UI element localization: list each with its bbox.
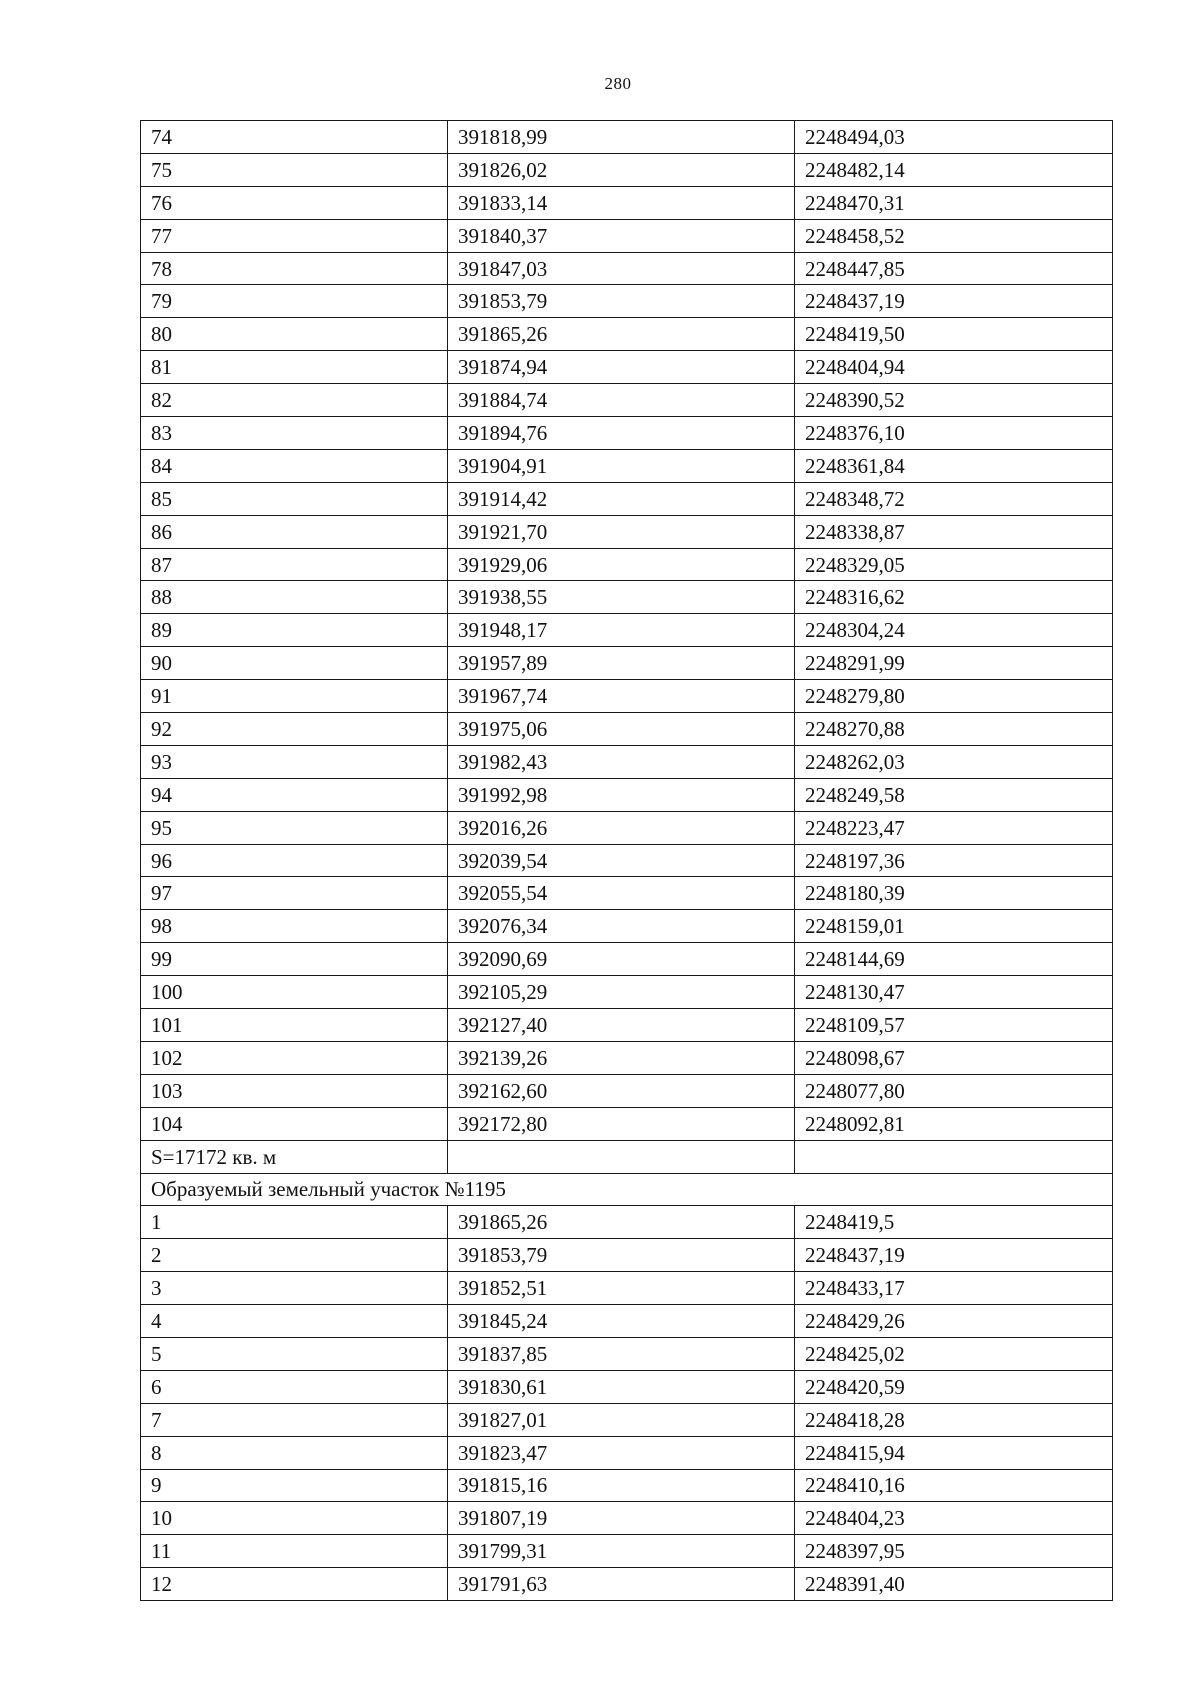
point-number-cell: 104 bbox=[141, 1107, 448, 1140]
x-coordinate-cell: 391884,74 bbox=[448, 384, 795, 417]
point-number-cell: 74 bbox=[141, 121, 448, 154]
table-row bbox=[141, 449, 1113, 482]
point-number-cell: 79 bbox=[141, 285, 448, 318]
point-number-cell: 9 bbox=[141, 1469, 448, 1502]
y-coordinate-cell: 2248223,47 bbox=[795, 811, 1113, 844]
table-row bbox=[141, 1041, 1113, 1074]
point-number-cell: 102 bbox=[141, 1041, 448, 1074]
table-row bbox=[141, 976, 1113, 1009]
y-coordinate-cell: 2248470,31 bbox=[795, 186, 1113, 219]
x-coordinate-cell: 391894,76 bbox=[448, 417, 795, 450]
table-row bbox=[141, 1535, 1113, 1568]
table-row bbox=[141, 121, 1113, 154]
y-coordinate-cell: 2248329,05 bbox=[795, 548, 1113, 581]
x-coordinate-cell: 392172,80 bbox=[448, 1107, 795, 1140]
table-row bbox=[141, 1370, 1113, 1403]
point-number-cell: 86 bbox=[141, 515, 448, 548]
page-number: 280 bbox=[604, 74, 632, 93]
y-coordinate-cell: 2248410,16 bbox=[795, 1469, 1113, 1502]
point-number-cell: 80 bbox=[141, 318, 448, 351]
x-coordinate-cell: 392090,69 bbox=[448, 943, 795, 976]
table-row bbox=[141, 482, 1113, 515]
y-coordinate-cell: 2248279,80 bbox=[795, 680, 1113, 713]
x-coordinate-cell: 392055,54 bbox=[448, 877, 795, 910]
point-number-cell: 96 bbox=[141, 844, 448, 877]
table-row bbox=[141, 811, 1113, 844]
y-coordinate-cell: 2248180,39 bbox=[795, 877, 1113, 910]
table-row bbox=[141, 153, 1113, 186]
point-number-cell: 100 bbox=[141, 976, 448, 1009]
x-coordinate-cell: 391823,47 bbox=[448, 1436, 795, 1469]
table-row bbox=[141, 1272, 1113, 1305]
point-number-cell: 1 bbox=[141, 1206, 448, 1239]
y-coordinate-cell: 2248390,52 bbox=[795, 384, 1113, 417]
y-coordinate-cell: 2248415,94 bbox=[795, 1436, 1113, 1469]
y-coordinate-cell: 2248437,19 bbox=[795, 1239, 1113, 1272]
x-coordinate-cell: 391799,31 bbox=[448, 1535, 795, 1568]
y-coordinate-cell: 2248092,81 bbox=[795, 1107, 1113, 1140]
x-coordinate-cell: 392016,26 bbox=[448, 811, 795, 844]
y-coordinate-cell: 2248433,17 bbox=[795, 1272, 1113, 1305]
point-number-cell: 75 bbox=[141, 153, 448, 186]
table-row bbox=[141, 1403, 1113, 1436]
x-coordinate-cell: 391830,61 bbox=[448, 1370, 795, 1403]
x-coordinate-cell: 391815,16 bbox=[448, 1469, 795, 1502]
table-row bbox=[141, 745, 1113, 778]
x-coordinate-cell: 391791,63 bbox=[448, 1568, 795, 1601]
x-coordinate-cell: 391914,42 bbox=[448, 482, 795, 515]
y-coordinate-cell: 2248109,57 bbox=[795, 1009, 1113, 1042]
x-coordinate-cell: 391852,51 bbox=[448, 1272, 795, 1305]
table-row bbox=[141, 1337, 1113, 1370]
point-number-cell: 92 bbox=[141, 713, 448, 746]
point-number-cell: 85 bbox=[141, 482, 448, 515]
point-number-cell: 10 bbox=[141, 1502, 448, 1535]
point-number-cell: 87 bbox=[141, 548, 448, 581]
x-coordinate-cell: 391921,70 bbox=[448, 515, 795, 548]
point-number-cell: 81 bbox=[141, 351, 448, 384]
y-coordinate-cell: 2248494,03 bbox=[795, 121, 1113, 154]
x-coordinate-cell: 392076,34 bbox=[448, 910, 795, 943]
y-coordinate-cell: 2248291,99 bbox=[795, 647, 1113, 680]
y-coordinate-cell: 2248419,5 bbox=[795, 1206, 1113, 1239]
x-coordinate-cell: 391818,99 bbox=[448, 121, 795, 154]
y-coordinate-cell: 2248397,95 bbox=[795, 1535, 1113, 1568]
point-number-cell: 89 bbox=[141, 614, 448, 647]
table-row bbox=[141, 1206, 1113, 1239]
x-coordinate-cell: 391948,17 bbox=[448, 614, 795, 647]
x-coordinate-cell: 391982,43 bbox=[448, 745, 795, 778]
x-coordinate-cell: 392039,54 bbox=[448, 844, 795, 877]
point-number-cell: 2 bbox=[141, 1239, 448, 1272]
y-coordinate-cell: 2248429,26 bbox=[795, 1305, 1113, 1338]
point-number-cell: 7 bbox=[141, 1403, 448, 1436]
x-coordinate-cell: 391847,03 bbox=[448, 252, 795, 285]
table-row bbox=[141, 713, 1113, 746]
x-coordinate-cell: 391845,24 bbox=[448, 1305, 795, 1338]
y-coordinate-cell bbox=[795, 1140, 1113, 1173]
y-coordinate-cell: 2248270,88 bbox=[795, 713, 1113, 746]
point-number-cell: 90 bbox=[141, 647, 448, 680]
section-title: Образуемый земельный участок №1195 bbox=[141, 1173, 1113, 1206]
table-row bbox=[141, 680, 1113, 713]
point-number-cell: 84 bbox=[141, 449, 448, 482]
table-row bbox=[141, 417, 1113, 450]
point-number-cell: 91 bbox=[141, 680, 448, 713]
y-coordinate-cell: 2248159,01 bbox=[795, 910, 1113, 943]
y-coordinate-cell: 2248391,40 bbox=[795, 1568, 1113, 1601]
table-row bbox=[141, 581, 1113, 614]
point-number-cell: S=17172 кв. м bbox=[141, 1140, 448, 1173]
x-coordinate-cell: 391833,14 bbox=[448, 186, 795, 219]
y-coordinate-cell: 2248425,02 bbox=[795, 1337, 1113, 1370]
point-number-cell: 82 bbox=[141, 384, 448, 417]
point-number-cell: 93 bbox=[141, 745, 448, 778]
y-coordinate-cell: 2248304,24 bbox=[795, 614, 1113, 647]
point-number-cell: 4 bbox=[141, 1305, 448, 1338]
point-number-cell: 95 bbox=[141, 811, 448, 844]
x-coordinate-cell: 391957,89 bbox=[448, 647, 795, 680]
table-row bbox=[141, 548, 1113, 581]
y-coordinate-cell: 2248437,19 bbox=[795, 285, 1113, 318]
table-row bbox=[141, 1074, 1113, 1107]
y-coordinate-cell: 2248404,23 bbox=[795, 1502, 1113, 1535]
x-coordinate-cell: 391827,01 bbox=[448, 1403, 795, 1436]
y-coordinate-cell: 2248144,69 bbox=[795, 943, 1113, 976]
table-row bbox=[141, 910, 1113, 943]
table-row bbox=[141, 647, 1113, 680]
x-coordinate-cell: 391992,98 bbox=[448, 778, 795, 811]
y-coordinate-cell: 2248262,03 bbox=[795, 745, 1113, 778]
point-number-cell: 8 bbox=[141, 1436, 448, 1469]
table-row bbox=[141, 1239, 1113, 1272]
section-title-row bbox=[141, 1173, 1113, 1206]
y-coordinate-cell: 2248338,87 bbox=[795, 515, 1113, 548]
table-row bbox=[141, 1469, 1113, 1502]
x-coordinate-cell: 391938,55 bbox=[448, 581, 795, 614]
y-coordinate-cell: 2248348,72 bbox=[795, 482, 1113, 515]
y-coordinate-cell: 2248098,67 bbox=[795, 1041, 1113, 1074]
point-number-cell: 77 bbox=[141, 219, 448, 252]
x-coordinate-cell: 391853,79 bbox=[448, 1239, 795, 1272]
table-row bbox=[141, 778, 1113, 811]
x-coordinate-cell: 392127,40 bbox=[448, 1009, 795, 1042]
x-coordinate-cell: 391929,06 bbox=[448, 548, 795, 581]
point-number-cell: 12 bbox=[141, 1568, 448, 1601]
table-row bbox=[141, 318, 1113, 351]
x-coordinate-cell: 391865,26 bbox=[448, 1206, 795, 1239]
table-row bbox=[141, 943, 1113, 976]
point-number-cell: 78 bbox=[141, 252, 448, 285]
y-coordinate-cell: 2248458,52 bbox=[795, 219, 1113, 252]
table-row bbox=[141, 384, 1113, 417]
table-row bbox=[141, 285, 1113, 318]
x-coordinate-cell: 391837,85 bbox=[448, 1337, 795, 1370]
coordinates-table-body bbox=[141, 121, 1113, 1601]
point-number-cell: 101 bbox=[141, 1009, 448, 1042]
point-number-cell: 83 bbox=[141, 417, 448, 450]
table-row bbox=[141, 351, 1113, 384]
point-number-cell: 76 bbox=[141, 186, 448, 219]
y-coordinate-cell: 2248376,10 bbox=[795, 417, 1113, 450]
table-row bbox=[141, 515, 1113, 548]
x-coordinate-cell: 391874,94 bbox=[448, 351, 795, 384]
area-row bbox=[141, 1140, 1113, 1173]
table-row bbox=[141, 1436, 1113, 1469]
x-coordinate-cell: 391807,19 bbox=[448, 1502, 795, 1535]
table-row bbox=[141, 877, 1113, 910]
point-number-cell: 99 bbox=[141, 943, 448, 976]
x-coordinate-cell: 392139,26 bbox=[448, 1041, 795, 1074]
point-number-cell: 11 bbox=[141, 1535, 448, 1568]
table-row bbox=[141, 1502, 1113, 1535]
table-row bbox=[141, 614, 1113, 647]
x-coordinate-cell: 391975,06 bbox=[448, 713, 795, 746]
x-coordinate-cell: 391865,26 bbox=[448, 318, 795, 351]
y-coordinate-cell: 2248316,62 bbox=[795, 581, 1113, 614]
table-row bbox=[141, 1009, 1113, 1042]
table-row bbox=[141, 1107, 1113, 1140]
point-number-cell: 97 bbox=[141, 877, 448, 910]
point-number-cell: 88 bbox=[141, 581, 448, 614]
y-coordinate-cell: 2248197,36 bbox=[795, 844, 1113, 877]
y-coordinate-cell: 2248249,58 bbox=[795, 778, 1113, 811]
x-coordinate-cell: 391967,74 bbox=[448, 680, 795, 713]
table-row bbox=[141, 186, 1113, 219]
table-row bbox=[141, 1305, 1113, 1338]
point-number-cell: 6 bbox=[141, 1370, 448, 1403]
y-coordinate-cell: 2248077,80 bbox=[795, 1074, 1113, 1107]
y-coordinate-cell: 2248420,59 bbox=[795, 1370, 1113, 1403]
point-number-cell: 103 bbox=[141, 1074, 448, 1107]
x-coordinate-cell: 391826,02 bbox=[448, 153, 795, 186]
point-number-cell: 5 bbox=[141, 1337, 448, 1370]
x-coordinate-cell: 391904,91 bbox=[448, 449, 795, 482]
table-row bbox=[141, 844, 1113, 877]
y-coordinate-cell: 2248482,14 bbox=[795, 153, 1113, 186]
y-coordinate-cell: 2248361,84 bbox=[795, 449, 1113, 482]
x-coordinate-cell: 392162,60 bbox=[448, 1074, 795, 1107]
x-coordinate-cell: 391853,79 bbox=[448, 285, 795, 318]
y-coordinate-cell: 2248404,94 bbox=[795, 351, 1113, 384]
point-number-cell: 94 bbox=[141, 778, 448, 811]
table-row bbox=[141, 1568, 1113, 1601]
coordinates-table bbox=[140, 120, 1113, 1601]
x-coordinate-cell bbox=[448, 1140, 795, 1173]
y-coordinate-cell: 2248130,47 bbox=[795, 976, 1113, 1009]
table-row bbox=[141, 252, 1113, 285]
point-number-cell: 98 bbox=[141, 910, 448, 943]
x-coordinate-cell: 391840,37 bbox=[448, 219, 795, 252]
x-coordinate-cell: 392105,29 bbox=[448, 976, 795, 1009]
y-coordinate-cell: 2248418,28 bbox=[795, 1403, 1113, 1436]
y-coordinate-cell: 2248419,50 bbox=[795, 318, 1113, 351]
y-coordinate-cell: 2248447,85 bbox=[795, 252, 1113, 285]
table-row bbox=[141, 219, 1113, 252]
point-number-cell: 3 bbox=[141, 1272, 448, 1305]
